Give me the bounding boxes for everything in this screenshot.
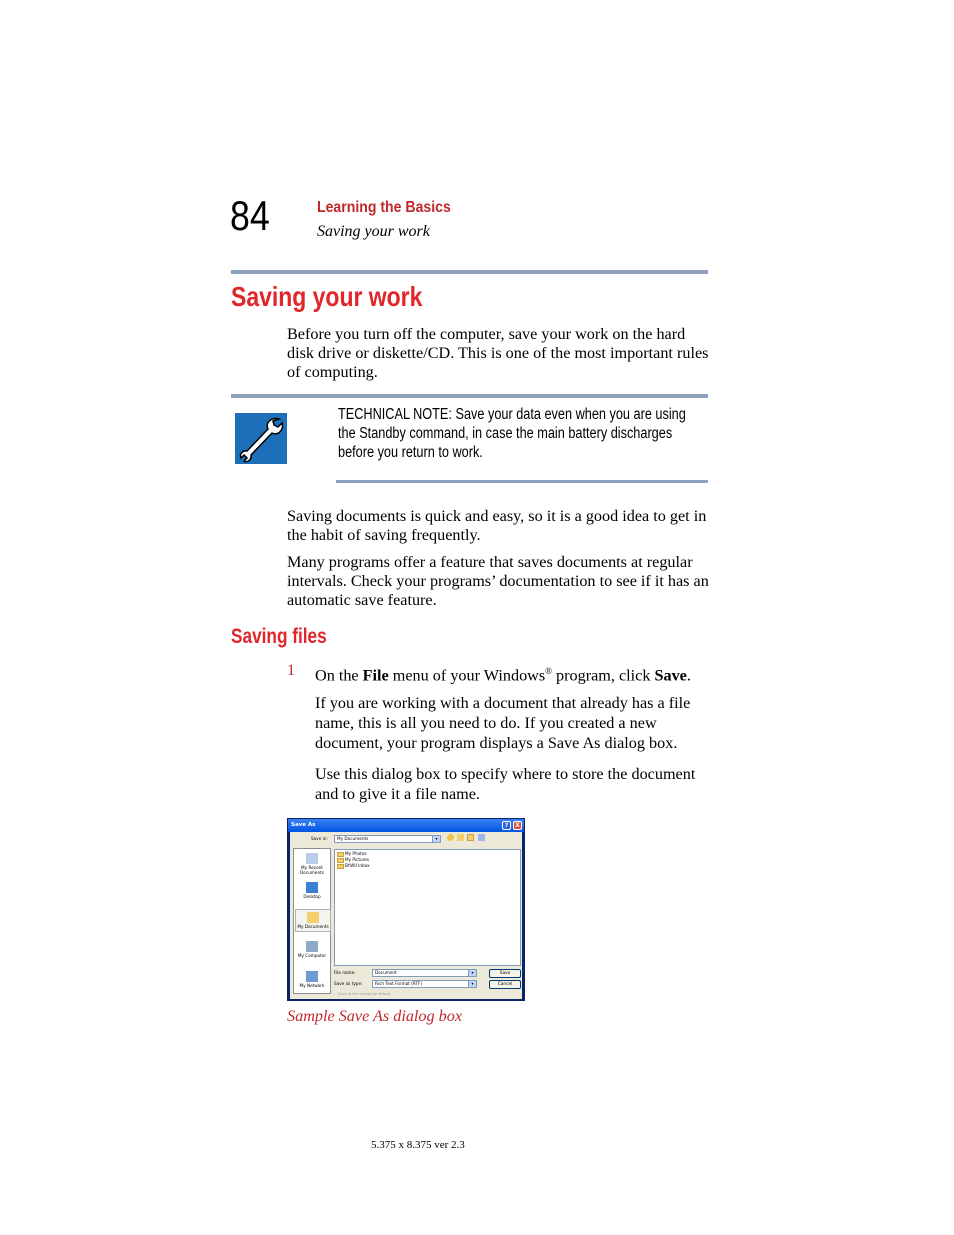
page-title: Saving your work xyxy=(231,281,423,312)
save-in-select[interactable] xyxy=(334,835,441,843)
chevron-down-icon: ▾ xyxy=(432,836,440,842)
file-name: My Pictures xyxy=(345,857,370,862)
dialog-title: Save As xyxy=(291,822,316,828)
file-name-input[interactable] xyxy=(372,969,477,977)
file-name-value: Document xyxy=(375,970,397,975)
file-name: My Photos xyxy=(345,851,367,856)
views-icon[interactable] xyxy=(478,834,485,841)
save-button[interactable]: Save xyxy=(489,969,521,978)
new-folder-icon[interactable] xyxy=(467,834,474,841)
chapter-title: Learning the Basics xyxy=(317,199,451,216)
network-icon xyxy=(306,971,318,982)
chevron-down-icon: ▾ xyxy=(468,970,476,976)
save-command-label: Save xyxy=(654,666,687,685)
place-label: My Network xyxy=(299,983,325,988)
technical-note: TECHNICAL NOTE: Save your data even when you are using the Standby command, in case the main battery discharges before you return to work. xyxy=(338,406,686,461)
intro-paragraph: Before you turn off the computer, save your work on the hard disk drive or diskette/CD. This is one of the most important rules of computing. xyxy=(287,325,709,381)
wrench-icon xyxy=(235,413,287,464)
close-button[interactable]: X xyxy=(513,821,522,830)
up-folder-icon[interactable] xyxy=(457,834,464,841)
file-menu-label: File xyxy=(362,666,389,685)
place-label: Desktop xyxy=(303,894,321,899)
save-as-dialog xyxy=(287,818,525,1001)
figure-caption: Sample Save As dialog box xyxy=(287,1007,463,1025)
dialog-title-bar xyxy=(288,819,524,832)
computer-icon xyxy=(306,941,318,952)
note-bottom-rule xyxy=(336,480,708,483)
cancel-button[interactable]: Cancel xyxy=(489,980,521,989)
step-number: 1 xyxy=(287,661,296,679)
save-as-type-label: Save as type: xyxy=(334,981,363,986)
places-bar xyxy=(293,848,331,994)
step-1-text xyxy=(315,662,725,685)
file-name-label: File name: xyxy=(334,970,356,975)
subheading: Saving files xyxy=(231,625,327,648)
header-rule xyxy=(231,270,708,274)
folder-icon xyxy=(307,912,319,923)
chevron-down-icon: ▾ xyxy=(468,981,476,987)
step-paragraph-2: Use this dialog box to specify where to store the document and to give it a file name. xyxy=(315,765,696,803)
folder-icon xyxy=(337,858,344,863)
folder-icon xyxy=(337,864,344,869)
file-name: BYWII Inbox xyxy=(345,863,370,868)
place-my-network[interactable] xyxy=(295,971,329,988)
dialog-footnote: Save in the format by default xyxy=(338,992,391,996)
save-in-label: Save in: xyxy=(311,836,328,841)
step-text: . xyxy=(686,666,691,685)
recent-documents-icon xyxy=(306,853,318,864)
save-in-value: My Documents xyxy=(337,836,369,841)
section-subtitle: Saving your work xyxy=(317,223,430,240)
page-number: 84 xyxy=(230,192,270,239)
note-top-rule xyxy=(231,394,708,398)
dialog-body xyxy=(290,832,522,999)
step-paragraph-1: If you are working with a document that already has a file name, this is all you need to do. If you created a new document, your program displays a Save As dialog box. xyxy=(315,694,691,752)
file-list xyxy=(334,849,521,966)
back-icon[interactable] xyxy=(447,834,454,841)
place-my-computer[interactable] xyxy=(295,941,329,958)
list-item[interactable] xyxy=(337,863,370,869)
registered-mark: ® xyxy=(545,666,552,676)
page-footer: 5.375 x 8.375 ver 2.3 xyxy=(371,1139,465,1151)
place-my-documents[interactable] xyxy=(295,909,331,932)
paragraph-2: Many programs offer a feature that saves documents at regular intervals. Check your programs’ documentation to see if it has an automatic save feature. xyxy=(287,553,709,609)
place-label: My Computer xyxy=(297,953,327,958)
place-label: My Recent Documents xyxy=(300,865,324,875)
place-recent[interactable] xyxy=(295,853,329,875)
folder-icon xyxy=(337,852,344,857)
save-as-type-select[interactable] xyxy=(372,980,477,988)
help-button[interactable]: ? xyxy=(502,821,511,830)
step-text: program, click xyxy=(552,666,655,685)
step-text: On the xyxy=(315,666,363,685)
desktop-icon xyxy=(306,882,318,893)
step-text: menu of your Windows xyxy=(388,666,546,685)
paragraph-1: Saving documents is quick and easy, so it is a good idea to get in the habit of saving frequently. xyxy=(287,507,707,544)
place-desktop[interactable] xyxy=(295,882,329,899)
save-as-type-value: Rich Text Format (RTF) xyxy=(375,981,423,986)
place-label: My Documents xyxy=(297,924,329,929)
